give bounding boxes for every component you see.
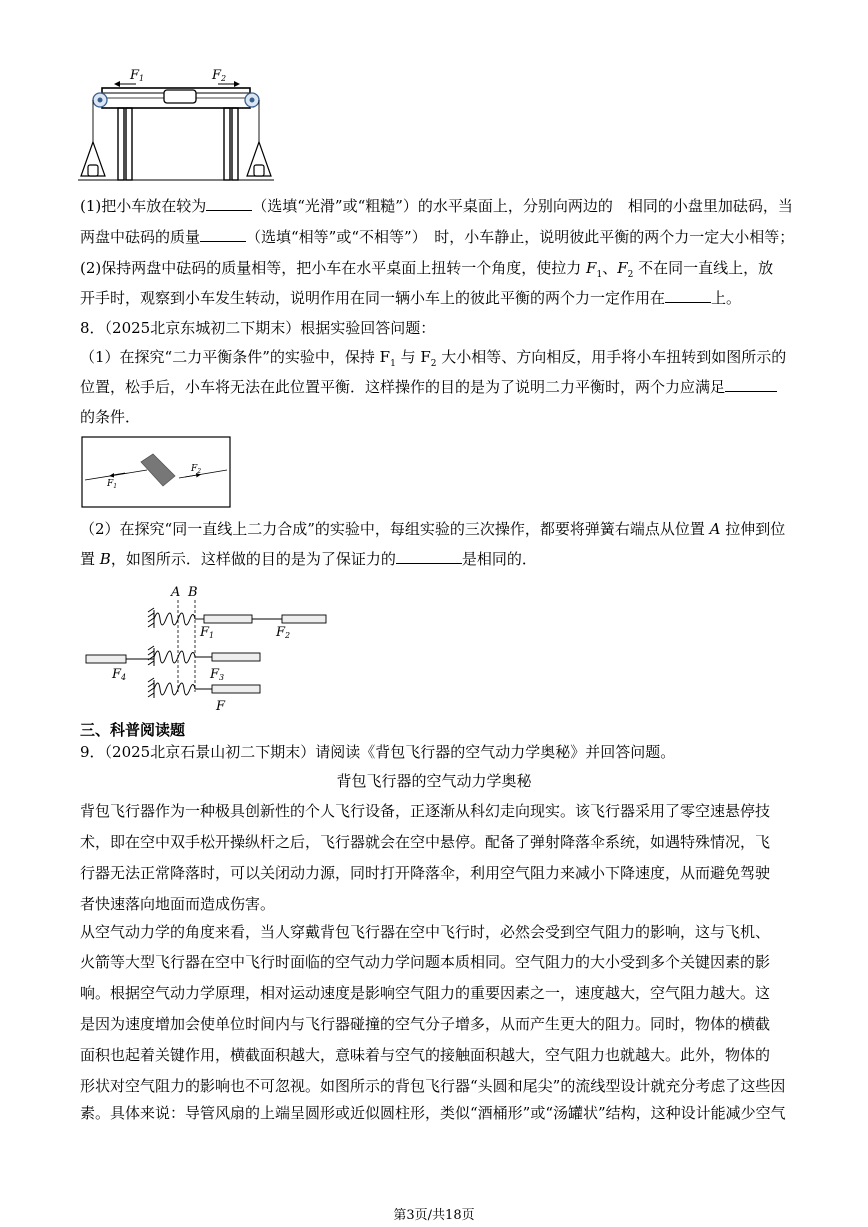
q7-blank-3[interactable] — [665, 288, 711, 303]
article-line-7: 响。根据空气动力学原理，相对运动速度是影响空气阻力的重要因素之一，速度越大，空气阻力越大。这 — [80, 984, 771, 1002]
article-line-9: 面积也起着关键作用，横截面积越大，意味着与空气的接触面积越大，空气阻力也就越大。此外，物体的 — [80, 1046, 771, 1064]
fig2-f2-label: $F_2$ — [191, 464, 202, 475]
figure-twisted-cart — [81, 436, 231, 508]
fig2-f1-label: $F_1$ — [107, 479, 118, 490]
fig3-f1-label: F1 — [200, 625, 215, 640]
q7-line-2: 两盘中砝码的质量 （选填“相等”或“不相等”） 时，小车静止，说明彼此平衡的两个力一定大小相等； — [80, 228, 795, 246]
q7-line-3: (2)保持两盘中砝码的质量相等，把小车在水平桌面上扭转一个角度，使拉力 $F_1$、$F_2$ 不在同一直线上，放 — [80, 259, 774, 280]
article-line-8: 是因为速度增加会使单位时间内与飞行器碰撞的空气分子增多，从而产生更大的阻力。同时，物体的横截 — [80, 1015, 771, 1033]
article-line-6: 火箭等大型飞行器在空中飞行时面临的空气动力学问题本质相同。空气阻力的大小受到多个关键因素的影 — [80, 953, 771, 971]
section-title: 三、科普阅读题 — [80, 721, 186, 739]
q9-header: 9．（2025北京石景山初二下期末）请阅读《背包飞行器的空气动力学奥秘》并回答问题。 — [80, 743, 676, 761]
q8-line-2: 位置，松手后，小车将无法在此位置平衡．这样操作的目的是为了说明二力平衡时，两个力应满足 — [80, 377, 777, 397]
figure-cart-pulley — [78, 62, 278, 187]
fig1-f2-label: F2 — [212, 68, 227, 83]
figure-springs — [82, 582, 332, 714]
article-title: 背包飞行器的空气动力学奥秘 — [336, 772, 532, 790]
article-line-3: 行器无法正常降落时，可以关闭动力源，同时打开降落伞，利用空气阻力来减小下降速度，从而避免驾驶 — [80, 864, 771, 882]
q7-blank-1[interactable] — [206, 196, 252, 211]
page-footer: 第3页/共18页 — [393, 1208, 475, 1223]
fig3-label-b: B — [188, 585, 198, 600]
fig1-f1-label: F1 — [130, 68, 145, 83]
q8-line-1: （1）在探究“二力平衡条件”的实验中，保持 $F_1$ 与 $F_2$ 大小相等、方向相反，用手将小车扭转到如图所示的 — [80, 348, 787, 369]
fig3-f-label: F — [216, 699, 226, 714]
fig3-label-a: A — [171, 585, 181, 600]
q7-line-1: (1)把小车放在较为 （选填“光滑”或“粗糙”）的水平桌面上，分别向两边的 相同的小盘里加砝码，当 — [80, 197, 793, 215]
q8-header: 8．（2025北京东城初二下期末）根据实验回答问题： — [80, 319, 436, 337]
fig3-f2-label: F2 — [276, 625, 291, 640]
article-line-2: 术，即在空中双手松开操纵杆之后，飞行器就会在空中悬停。配备了弹射降落伞系统，如遇特殊情况，飞 — [80, 833, 771, 851]
q7-line-4: 开手时，观察到小车发生转动，说明作用在同一辆小车上的彼此平衡的两个力一定作用在 上。 — [80, 289, 742, 307]
q7-blank-2[interactable] — [200, 227, 246, 242]
q8-blank-2[interactable] — [396, 549, 462, 564]
q8-line-4: （2）在探究“同一直线上二力合成”的实验中，每组实验的三次操作，都要将弹簧右端点从位置 A 拉伸到位 — [80, 520, 786, 538]
article-line-5: 从空气动力学的角度来看，当人穿戴背包飞行器在空中飞行时，必然会受到空气阻力的影响，这与飞机、 — [80, 923, 771, 941]
fig3-f4-label: F4 — [112, 667, 127, 682]
fig3-f3-label: F3 — [210, 667, 225, 682]
article-line-1: 背包飞行器作为一种极具创新性的个人飞行设备，正逐渐从科幻走向现实。该飞行器采用了零空速悬停技 — [80, 802, 771, 820]
q8-blank-1[interactable] — [725, 377, 777, 392]
q8-line-3: 的条件． — [80, 408, 141, 426]
article-line-11: 素。具体来说：导管风扇的上端呈圆形或近似圆柱形，类似“酒桶形”或“汤罐状”结构，这种设计能减少空气 — [80, 1104, 786, 1122]
article-line-10: 形状对空气阻力的影响也不可忽视。如图所示的背包飞行器“头圆和尾尖”的流线型设计就充分考虑了这些因 — [80, 1077, 786, 1095]
q8-line-5: 置 B，如图所示．这样做的目的是为了保证力的 是相同的． — [80, 550, 537, 568]
article-line-4: 者快速落向地面而造成伤害。 — [80, 895, 276, 913]
